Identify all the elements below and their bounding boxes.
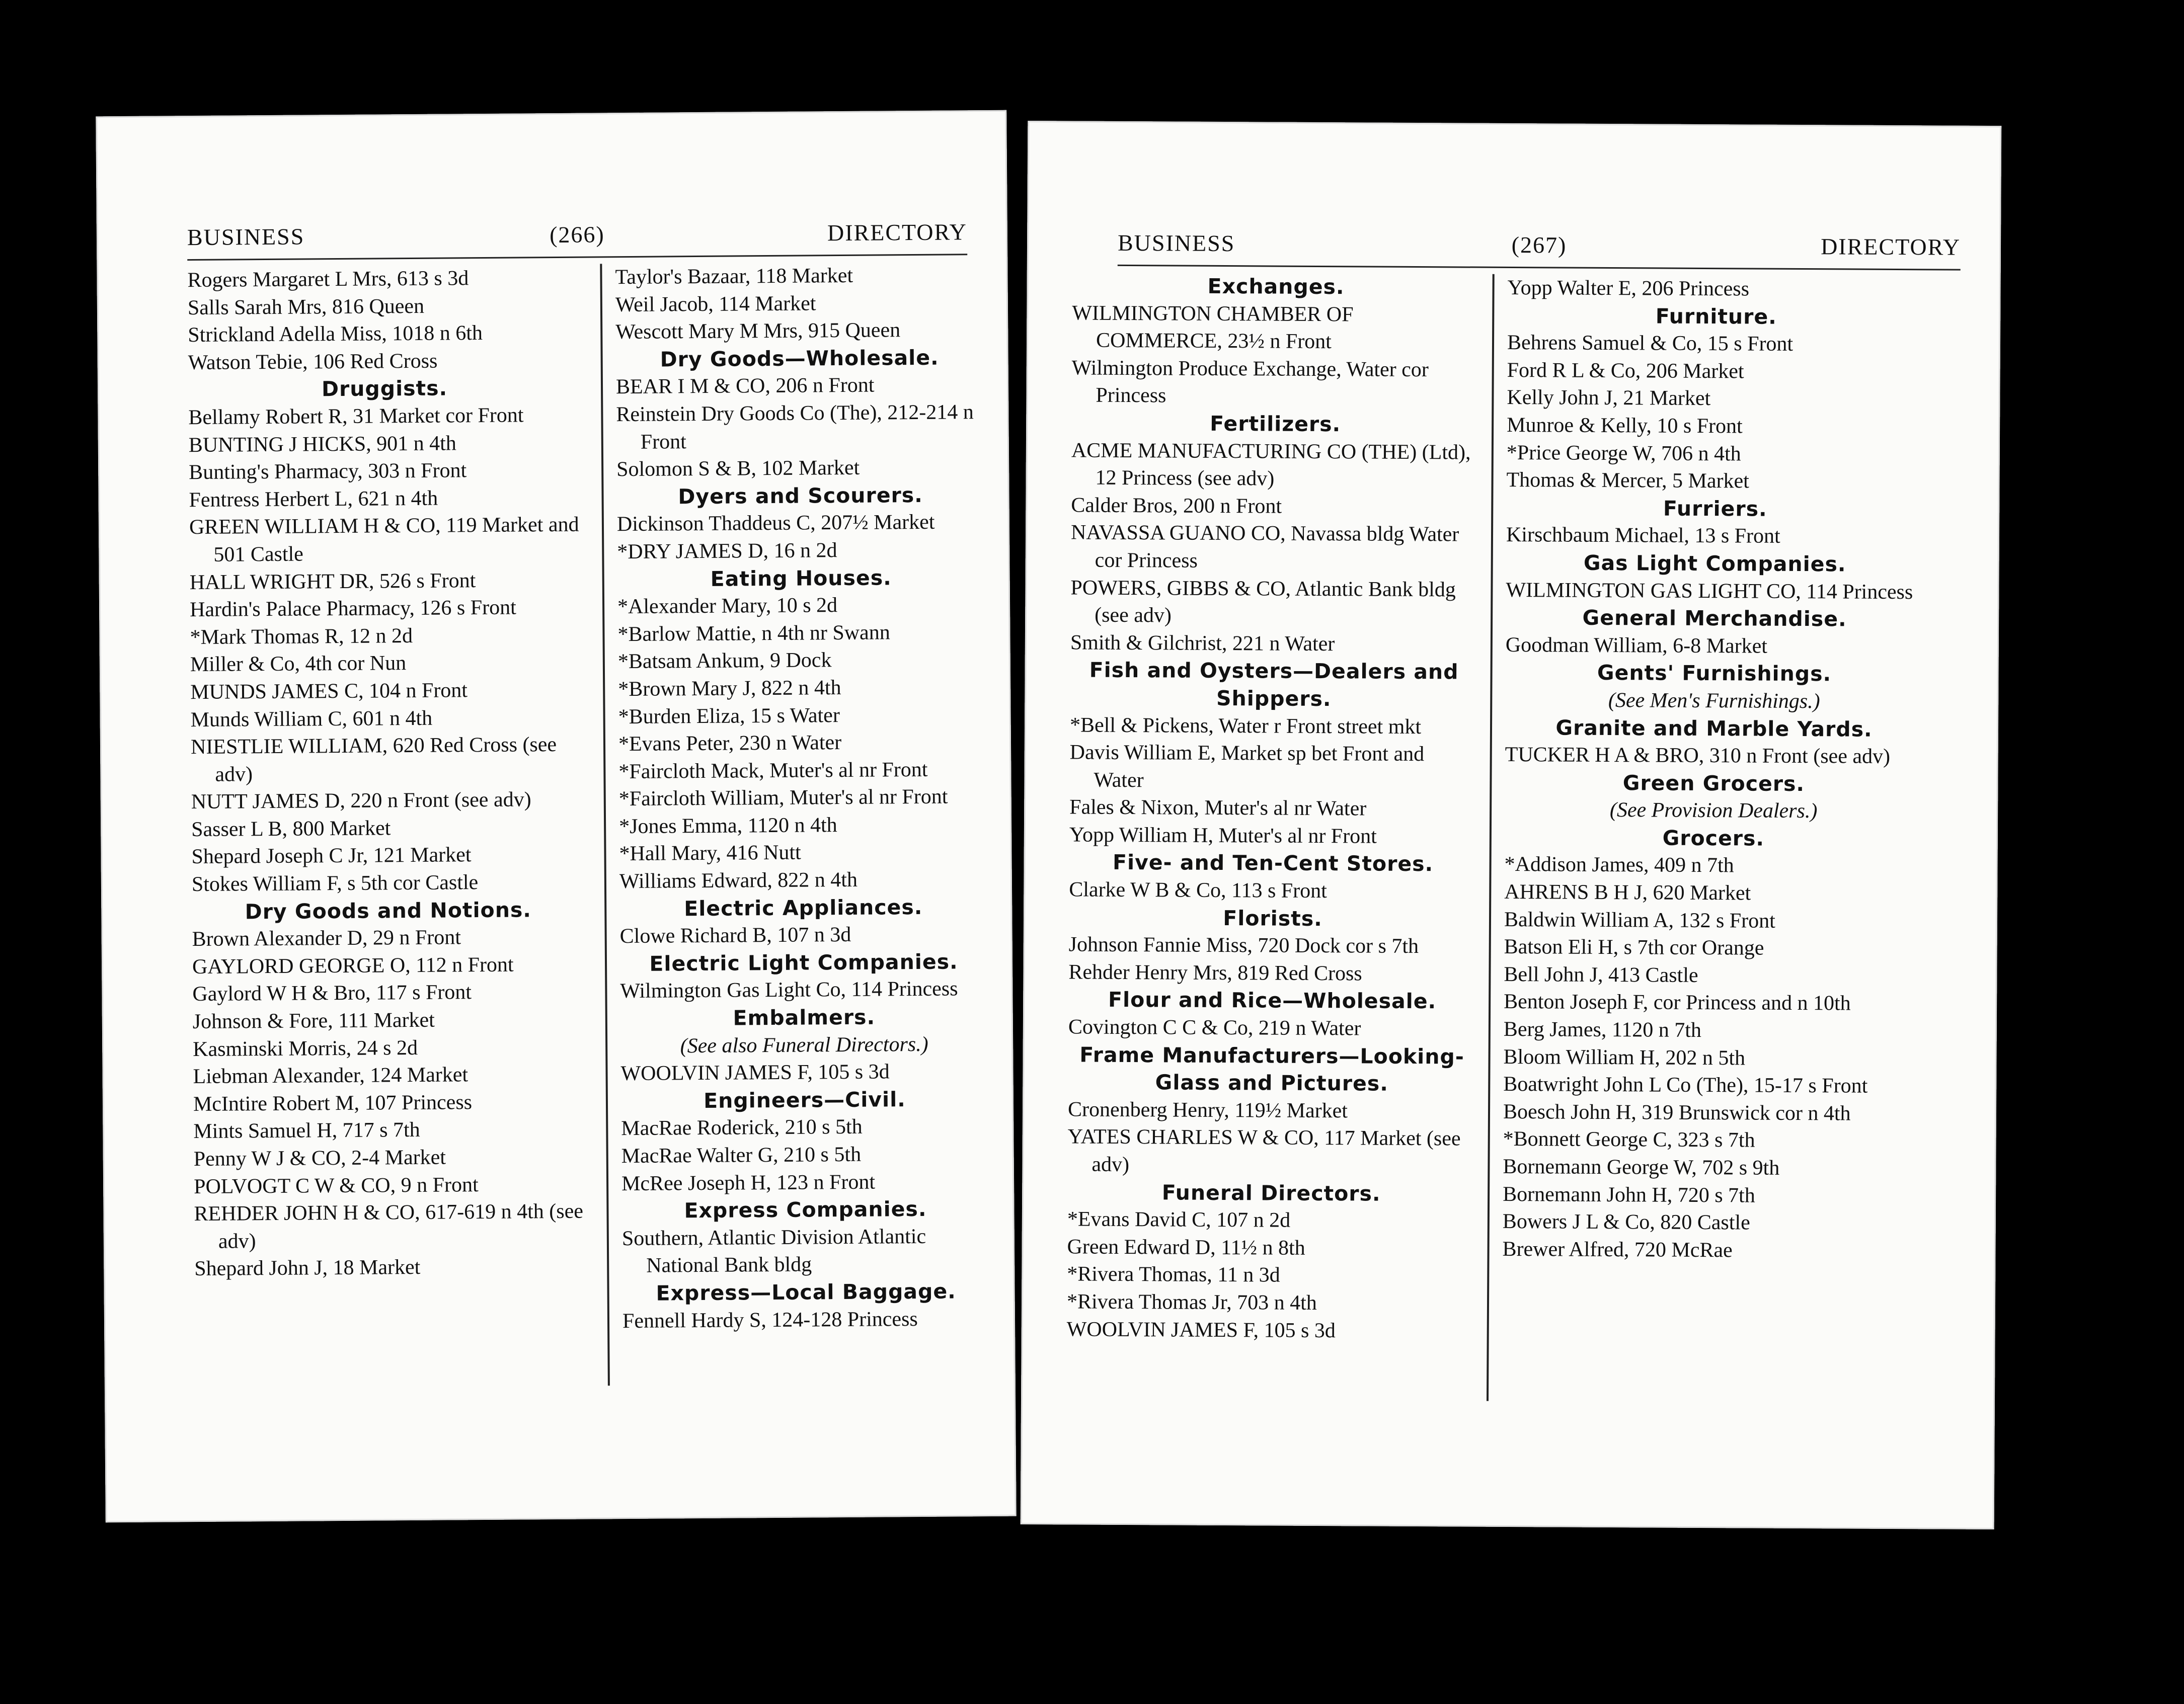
directory-entry: Shepard John J, 18 Market — [194, 1256, 421, 1281]
directory-entry: Solomon S & B, 102 Market — [616, 456, 860, 481]
section-heading: Five- and Ten-Cent Stores. — [1112, 850, 1434, 876]
directory-entry: Southern, Atlantic Division Atlantic National Bank bldg — [621, 1225, 926, 1278]
cross-reference-note: (See Men's Furnishings.) — [1608, 688, 1820, 713]
section-heading: Druggists. — [321, 376, 448, 401]
header-right: DIRECTORY — [827, 219, 968, 246]
section-heading: Gents' Furnishings. — [1597, 661, 1832, 686]
directory-entry: Reinstein Dry Goods Co (The), 212-214 n Front — [616, 400, 974, 454]
directory-entry: *Barlow Mattie, n 4th nr Swann — [617, 621, 890, 646]
section-heading: Exchanges. — [1207, 274, 1345, 299]
directory-entry: Clowe Richard B, 107 n 3d — [619, 923, 851, 948]
directory-entry: Davis William E, Market sp bet Front and Water — [1069, 741, 1425, 792]
directory-column — [1502, 274, 1925, 1265]
right-page — [1021, 121, 2002, 1529]
directory-entry: Calder Bros, 200 n Front — [1071, 494, 1282, 518]
directory-entry: *Hall Mary, 416 Nutt — [619, 841, 801, 866]
directory-entry: *Bell & Pickens, Water r Front street mkt — [1069, 713, 1422, 739]
directory-entry: *DRY JAMES D, 16 n 2d — [617, 539, 837, 564]
directory-entry: Kasminski Morris, 24 s 2d — [193, 1036, 418, 1061]
section-heading: Florists. — [1223, 906, 1322, 931]
directory-entry: Fennell Hardy S, 124-128 Princess — [622, 1307, 918, 1333]
directory-entry: Behrens Samuel & Co, 15 s Front — [1507, 331, 1793, 356]
directory-entry: Benton Joseph F, cor Princess and n 10th — [1504, 990, 1851, 1015]
directory-entry: Goodman William, 6-8 Market — [1505, 633, 1768, 658]
section-heading: Fish and Oysters—Dealers and Shippers. — [1089, 658, 1459, 711]
directory-entry: WOOLVIN JAMES F, 105 s 3d — [1066, 1317, 1336, 1342]
directory-entry: Salls Sarah Mrs, 816 Queen — [187, 294, 425, 319]
directory-entry: Bornemann George W, 702 s 9th — [1503, 1155, 1780, 1180]
directory-entry: Kirschbaum Michael, 13 s Front — [1506, 523, 1780, 548]
page-number: (266) — [549, 221, 605, 248]
directory-entry: Bunting's Pharmacy, 303 n Front — [189, 459, 467, 484]
directory-entry: Munroe & Kelly, 10 s Front — [1507, 413, 1743, 438]
directory-entry: Watson Tebie, 106 Red Cross — [188, 349, 438, 374]
directory-entry: NIESTLIE WILLIAM, 620 Red Cross (see adv) — [190, 733, 557, 786]
section-heading: Flour and Rice—Wholesale. — [1108, 988, 1437, 1014]
directory-entry: Shepard Joseph C Jr, 121 Market — [191, 843, 472, 869]
directory-entry: Batson Eli H, s 7th cor Orange — [1504, 935, 1764, 960]
directory-entry: Dickinson Thaddeus C, 207½ Market — [616, 511, 935, 536]
directory-entry: Wescott Mary M Mrs, 915 Queen — [615, 318, 901, 344]
directory-entry: BEAR I M & CO, 206 n Front — [615, 373, 875, 399]
section-heading: Funeral Directors. — [1161, 1180, 1381, 1206]
directory-entry: Thomas & Mercer, 5 Market — [1506, 468, 1750, 493]
directory-entry: Brown Alexander D, 29 n Front — [192, 926, 461, 951]
directory-entry: *Batsam Ankum, 9 Dock — [617, 648, 832, 674]
section-heading: Furniture. — [1655, 304, 1777, 329]
directory-entry: NUTT JAMES D, 220 n Front (see adv) — [191, 788, 531, 814]
directory-entry: Gaylord W H & Bro, 117 s Front — [192, 981, 472, 1006]
section-heading: Frame Manufacturers—Looking-Glass and Pictures. — [1079, 1042, 1464, 1096]
directory-entry: Smith & Gilchrist, 221 n Water — [1070, 631, 1335, 656]
directory-entry: *Addison James, 409 n 7th — [1504, 853, 1734, 877]
section-heading: Dry Goods and Notions. — [245, 898, 532, 924]
directory-entry: Wilmington Produce Exchange, Water cor Princess — [1071, 356, 1429, 408]
directory-entry: *Jones Emma, 1120 n 4th — [618, 813, 837, 839]
directory-entry: ACME MANUFACTURING CO (THE) (Ltd), 12 Princess (see adv) — [1071, 438, 1471, 491]
directory-entry: *Alexander Mary, 10 s 2d — [617, 594, 838, 619]
directory-entry: Clarke W B & Co, 113 s Front — [1069, 878, 1328, 903]
directory-entry: *Brown Mary J, 822 n 4th — [618, 676, 841, 701]
directory-entry: TUCKER H A & BRO, 310 n Front (see adv) — [1505, 743, 1891, 769]
directory-entry: *Mark Thomas R, 12 n 2d — [190, 624, 413, 649]
directory-entry: Boatwright John L Co (The), 15-17 s Front — [1503, 1073, 1868, 1098]
header-right: DIRECTORY — [1821, 233, 1961, 260]
directory-entry: Penny W J & CO, 2-4 Market — [193, 1146, 446, 1171]
directory-entry: Covington C C & Co, 219 n Water — [1068, 1015, 1361, 1040]
directory-column — [187, 264, 587, 1283]
directory-entry: Hardin's Palace Pharmacy, 126 s Front — [189, 596, 516, 622]
section-heading: Express Companies. — [684, 1197, 927, 1223]
directory-entry: Taylor's Bazaar, 118 Market — [615, 264, 853, 289]
directory-entry: Yopp William H, Muter's al nr Front — [1069, 823, 1377, 848]
directory-entry: Mints Samuel H, 717 s 7th — [193, 1118, 420, 1144]
directory-entry: Weil Jacob, 114 Market — [615, 291, 816, 316]
directory-entry: REHDER JOHN H & CO, 617-619 n 4th (see adv) — [194, 1199, 584, 1253]
directory-entry: Bowers J L & Co, 820 Castle — [1502, 1210, 1750, 1235]
directory-entry: WILMINGTON GAS LIGHT CO, 114 Princess — [1506, 578, 1913, 604]
section-heading: Embalmers. — [733, 1005, 876, 1030]
directory-entry: Rehder Henry Mrs, 819 Red Cross — [1068, 960, 1362, 986]
header-left: BUSINESS — [187, 223, 305, 251]
directory-entry: Ford R L & Co, 206 Market — [1507, 358, 1744, 383]
directory-entry: NAVASSA GUANO CO, Navassa bldg Water cor Princess — [1070, 521, 1459, 573]
directory-entry: Brewer Alfred, 720 McRae — [1502, 1237, 1733, 1262]
directory-entry: *Bonnett George C, 323 s 7th — [1503, 1127, 1755, 1152]
directory-entry: *Rivera Thomas, 11 n 3d — [1067, 1262, 1280, 1287]
directory-entry: Bloom William H, 202 n 5th — [1503, 1045, 1746, 1070]
directory-entry: AHRENS B H J, 620 Market — [1504, 880, 1751, 905]
directory-entry: Fales & Nixon, Muter's al nr Water — [1069, 795, 1367, 821]
directory-entry: Wilmington Gas Light Co, 114 Princess — [620, 977, 958, 1003]
header-left: BUSINESS — [1117, 229, 1235, 257]
directory-entry: Williams Edward, 822 n 4th — [619, 868, 858, 894]
directory-entry: Green Edward D, 11½ n 8th — [1067, 1235, 1305, 1260]
directory-entry: McIntire Robert M, 107 Princess — [193, 1090, 473, 1116]
section-heading: Grocers. — [1662, 826, 1765, 851]
directory-entry: Boesch John H, 319 Brunswick cor n 4th — [1503, 1100, 1851, 1125]
directory-entry: Johnson Fannie Miss, 720 Dock cor s 7th — [1068, 933, 1419, 958]
directory-entry: Kelly John J, 21 Market — [1507, 386, 1711, 411]
section-heading: Fertilizers. — [1210, 411, 1341, 437]
directory-entry: BUNTING J HICKS, 901 n 4th — [188, 431, 456, 457]
directory-entry: WOOLVIN JAMES F, 105 s 3d — [620, 1060, 890, 1086]
directory-entry: GREEN WILLIAM H & CO, 119 Market and 501 Castle — [189, 513, 579, 566]
directory-entry: MUNDS JAMES C, 104 n Front — [190, 679, 468, 704]
section-heading: Eating Houses. — [710, 565, 892, 591]
directory-entry: Bellamy Robert R, 31 Market cor Front — [188, 403, 524, 430]
directory-entry: Baldwin William A, 132 s Front — [1504, 908, 1776, 933]
directory-entry: Munds William C, 601 n 4th — [190, 706, 433, 732]
directory-entry: HALL WRIGHT DR, 526 s Front — [189, 569, 476, 594]
section-heading: Furriers. — [1663, 496, 1767, 521]
directory-entry: McRee Joseph H, 123 n Front — [621, 1170, 876, 1195]
directory-entry: Yopp Walter E, 206 Princess — [1507, 276, 1750, 301]
directory-entry: MacRae Walter G, 210 s 5th — [621, 1143, 862, 1168]
directory-entry: GAYLORD GEORGE O, 112 n Front — [192, 953, 514, 979]
directory-entry: *Evans David C, 107 n 2d — [1067, 1207, 1291, 1232]
section-heading: Dyers and Scourers. — [678, 482, 923, 509]
directory-column — [615, 261, 990, 1335]
directory-entry: Fentress Herbert L, 621 n 4th — [189, 486, 438, 512]
directory-entry: POWERS, GIBBS & CO, Atlantic Bank bldg (see adv) — [1070, 576, 1456, 627]
directory-entry: Bell John J, 413 Castle — [1504, 962, 1698, 987]
column-divider — [600, 264, 610, 1386]
directory-entry: MacRae Roderick, 210 s 5th — [621, 1115, 863, 1141]
directory-column — [1067, 272, 1480, 1345]
directory-entry: Berg James, 1120 n 7th — [1503, 1017, 1702, 1042]
directory-entry: *Evans Peter, 230 n Water — [618, 731, 842, 756]
directory-entry: *Rivera Thomas Jr, 703 n 4th — [1066, 1290, 1317, 1315]
directory-entry: Liebman Alexander, 124 Market — [193, 1063, 469, 1089]
section-heading: Granite and Marble Yards. — [1555, 715, 1873, 742]
directory-entry: *Price George W, 706 n 4th — [1506, 441, 1741, 465]
section-heading: Dry Goods—Wholesale. — [660, 345, 939, 372]
section-heading: General Merchandise. — [1582, 605, 1847, 631]
cross-reference-note: (See Provision Dealers.) — [1609, 798, 1818, 823]
directory-entry: Strickland Adella Miss, 1018 n 6th — [188, 321, 483, 347]
section-heading: Express—Local Baggage. — [656, 1279, 956, 1306]
section-heading: Electric Light Companies. — [649, 949, 958, 976]
directory-entry: *Faircloth William, Muter's al nr Front — [618, 785, 948, 811]
section-heading: Electric Appliances. — [684, 895, 923, 921]
directory-entry: Stokes William F, s 5th cor Castle — [191, 871, 479, 897]
directory-entry: Miller & Co, 4th cor Nun — [190, 652, 407, 677]
directory-entry: *Burden Eliza, 15 s Water — [618, 703, 840, 728]
section-heading: Gas Light Companies. — [1583, 550, 1846, 577]
directory-entry: POLVOGT C W & CO, 9 n Front — [193, 1173, 479, 1198]
directory-entry: *Faircloth Mack, Muter's al nr Front — [618, 758, 928, 783]
directory-entry: Sasser L B, 800 Market — [191, 817, 391, 841]
page-number: (267) — [1511, 231, 1567, 258]
column-divider — [1487, 274, 1495, 1401]
cross-reference-note: (See also Funeral Directors.) — [680, 1032, 928, 1058]
directory-entry: Cronenberg Henry, 119½ Market — [1067, 1098, 1348, 1123]
directory-entry: Bornemann John H, 720 s 7th — [1503, 1182, 1755, 1207]
section-heading: Engineers—Civil. — [703, 1087, 906, 1113]
section-heading: Green Grocers. — [1622, 770, 1805, 796]
left-page — [96, 110, 1016, 1523]
directory-entry: Johnson & Fore, 111 Market — [192, 1008, 435, 1034]
directory-entry: WILMINGTON CHAMBER OF COMMERCE, 23½ n Front — [1072, 301, 1354, 354]
directory-entry: YATES CHARLES W & CO, 117 Market (see adv) — [1067, 1125, 1461, 1177]
directory-entry: Rogers Margaret L Mrs, 613 s 3d — [187, 267, 469, 292]
